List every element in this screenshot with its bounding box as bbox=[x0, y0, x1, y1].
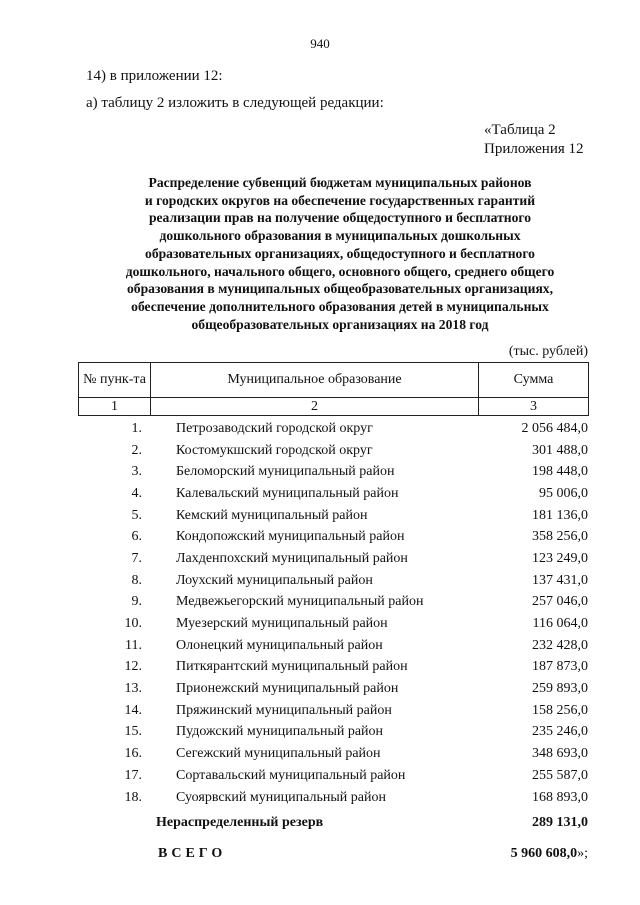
title-line: образования в муниципальных общеобразовательных организациях, bbox=[127, 281, 553, 297]
row-number: 16. bbox=[124, 746, 142, 762]
header-number: № пунк-та bbox=[79, 363, 151, 398]
row-amount: 187 873,0 bbox=[532, 659, 588, 675]
row-amount: 2 056 484,0 bbox=[521, 420, 588, 436]
total-amount bbox=[511, 846, 588, 862]
row-name: Беломорский муниципальный район bbox=[176, 464, 395, 480]
reserve-amount: 289 131,0 bbox=[532, 815, 588, 830]
row-number: 5. bbox=[131, 507, 142, 523]
row-name: Петрозаводский городской округ bbox=[176, 420, 373, 436]
table-row bbox=[78, 635, 588, 657]
column-number-3: 3 bbox=[479, 398, 589, 416]
row-name: Суоярвский муниципальный район bbox=[176, 789, 386, 805]
row-name: Кондопожский муниципальный район bbox=[176, 529, 405, 545]
paragraph-item: а) таблицу 2 изложить в следующей редакции: bbox=[86, 95, 384, 111]
row-amount: 235 246,0 bbox=[532, 724, 588, 740]
row-amount: 137 431,0 bbox=[532, 572, 588, 588]
row-amount: 358 256,0 bbox=[532, 529, 588, 545]
table-row bbox=[78, 722, 588, 744]
table-caption bbox=[484, 121, 584, 159]
row-name: Прионежский муниципальный район bbox=[176, 681, 399, 697]
row-amount: 116 064,0 bbox=[532, 616, 588, 632]
row-name: Калевальский муниципальный район bbox=[176, 485, 399, 501]
table-row bbox=[78, 787, 588, 809]
caption-line: «Таблица 2 bbox=[484, 122, 556, 138]
row-name: Муезерский муниципальный район bbox=[176, 616, 388, 632]
row-number: 3. bbox=[131, 464, 142, 480]
data-table bbox=[78, 418, 588, 808]
row-amount: 259 893,0 bbox=[532, 681, 588, 697]
table-row bbox=[78, 613, 588, 635]
column-number-1: 1 bbox=[79, 398, 151, 416]
units-note: (тыс. рублей) bbox=[508, 344, 588, 359]
row-name: Сортавальский муниципальный район bbox=[176, 767, 406, 783]
row-number: 18. bbox=[124, 789, 142, 805]
row-name: Костомукшский городской округ bbox=[176, 442, 373, 458]
row-amount: 168 893,0 bbox=[532, 789, 588, 805]
paragraph-item: 14) в приложении 12: bbox=[86, 68, 223, 84]
row-name: Лахденпохский муниципальный район bbox=[176, 550, 408, 566]
row-name: Сегежский муниципальный район bbox=[176, 746, 381, 762]
table-row bbox=[78, 657, 588, 679]
row-number: 12. bbox=[124, 659, 142, 675]
row-number: 1. bbox=[131, 420, 142, 436]
total-value: 5 960 608,0 bbox=[510, 846, 578, 861]
row-amount: 95 006,0 bbox=[539, 485, 588, 501]
row-number: 15. bbox=[124, 724, 142, 740]
row-amount: 198 448,0 bbox=[532, 464, 588, 480]
table-row bbox=[78, 461, 588, 483]
row-amount: 348 693,0 bbox=[532, 746, 588, 762]
table-row bbox=[78, 678, 588, 700]
row-amount: 123 249,0 bbox=[532, 550, 588, 566]
table-row bbox=[78, 700, 588, 722]
row-number: 13. bbox=[124, 681, 142, 697]
table-row bbox=[78, 526, 588, 548]
row-number: 2. bbox=[131, 442, 142, 458]
row-name: Кемский муниципальный район bbox=[176, 507, 368, 523]
row-name: Пряжинский муниципальный район bbox=[176, 702, 392, 718]
table-row bbox=[78, 765, 588, 787]
row-amount: 158 256,0 bbox=[532, 702, 588, 718]
row-number: 4. bbox=[131, 485, 142, 501]
reserve-label: Нераспределенный резерв bbox=[156, 815, 324, 830]
table-row bbox=[78, 440, 588, 462]
row-number: 7. bbox=[131, 550, 142, 566]
table-row bbox=[78, 483, 588, 505]
header-amount: Сумма bbox=[479, 363, 589, 398]
title-line: реализации прав на получение общедоступного и бесплатного bbox=[148, 210, 532, 226]
title-line: обеспечение дополнительного образования детей в муниципальных bbox=[131, 298, 549, 314]
title-line: дошкольного образования в муниципальных дошкольных bbox=[159, 228, 521, 244]
row-number: 9. bbox=[131, 594, 142, 610]
column-number-2: 2 bbox=[151, 398, 479, 416]
document-title bbox=[60, 174, 620, 333]
row-name: Медвежьегорский муниципальный район bbox=[176, 594, 424, 610]
closing-quote: »; bbox=[577, 846, 588, 861]
table-row bbox=[78, 743, 588, 765]
caption-line: Приложения 12 bbox=[484, 141, 584, 157]
table-row bbox=[78, 592, 588, 614]
row-amount: 301 488,0 bbox=[532, 442, 588, 458]
row-amount: 181 136,0 bbox=[532, 507, 588, 523]
title-line: дошкольного, начального общего, основного общего, среднего общего bbox=[125, 263, 555, 279]
title-line: общеобразовательных организациях на 2018 год bbox=[191, 316, 489, 332]
row-name: Пудожский муниципальный район bbox=[176, 724, 384, 740]
page-number: 940 bbox=[310, 36, 330, 51]
row-amount: 255 587,0 bbox=[532, 767, 588, 783]
table-row bbox=[78, 570, 588, 592]
header-municipality: Муниципальное образование bbox=[151, 363, 479, 398]
table-row bbox=[78, 548, 588, 570]
total-label: ВСЕГО bbox=[158, 846, 227, 861]
title-line: и городских округов на обеспечение государственных гарантий bbox=[144, 192, 536, 208]
table-row bbox=[78, 505, 588, 527]
row-number: 17. bbox=[124, 767, 142, 783]
table-header bbox=[78, 362, 589, 416]
row-name: Питкярантский муниципальный район bbox=[176, 659, 408, 675]
row-number: 11. bbox=[125, 637, 142, 653]
title-line: образовательных организациях, общедоступного и бесплатного bbox=[145, 245, 535, 261]
row-number: 8. bbox=[131, 572, 142, 588]
row-amount: 232 428,0 bbox=[532, 637, 588, 653]
row-name: Лоухский муниципальный район bbox=[176, 572, 373, 588]
row-name: Олонецкий муниципальный район bbox=[176, 637, 383, 653]
row-number: 10. bbox=[124, 616, 142, 632]
row-number: 6. bbox=[131, 529, 142, 545]
row-number: 14. bbox=[124, 702, 142, 718]
title-line: Распределение субвенций бюджетам муниципальных районов bbox=[148, 175, 532, 190]
row-amount: 257 046,0 bbox=[532, 594, 588, 610]
table-row bbox=[78, 418, 588, 440]
